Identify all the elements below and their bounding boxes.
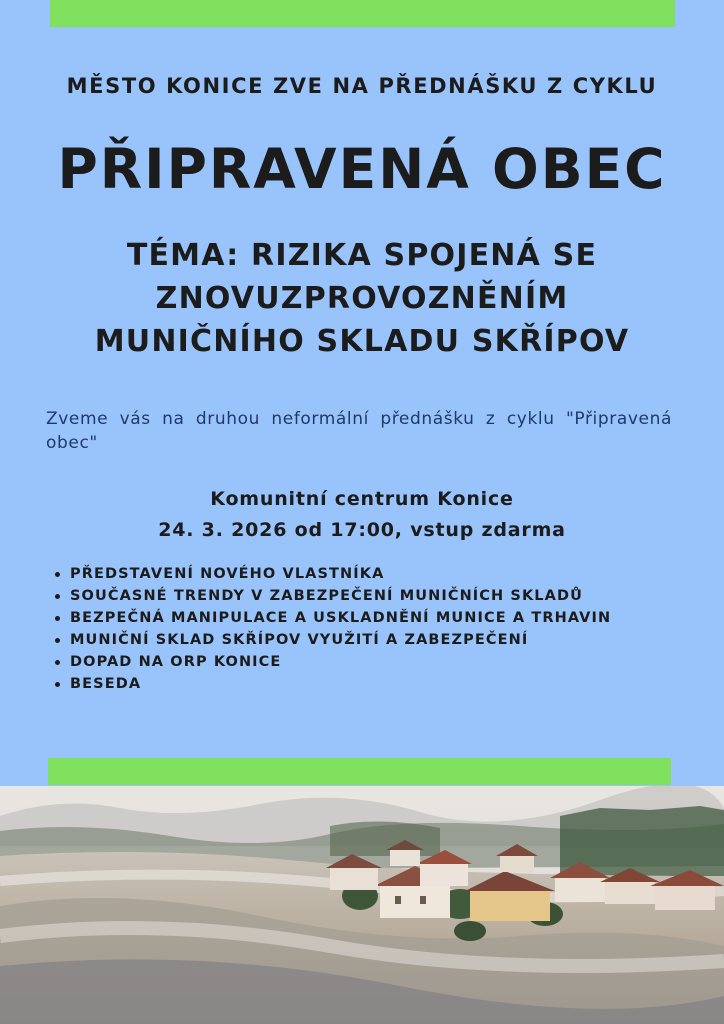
topic-line: TÉMA: RIZIKA SPOJENÁ SE — [126, 238, 598, 273]
invitation-text: Zveme vás na druhou neformální přednášku z cyklu "Připravená obec" — [46, 409, 672, 453]
agenda-item: MUNIČNÍ SKLAD SKŘÍPOV VYUŽITÍ A ZABEZPEČENÍ — [51, 629, 611, 651]
agenda-item: SOUČASNÉ TRENDY V ZABEZPEČENÍ MUNIČNÍCH SKLADŮ — [51, 585, 611, 607]
agenda-item: PŘEDSTAVENÍ NOVÉHO VLASTNÍKA — [51, 563, 611, 585]
intro-heading: MĚSTO KONICE ZVE NA PŘEDNÁŠKU Z CYKLU — [66, 74, 658, 98]
poster-title: PŘIPRAVENÁ OBEC — [57, 137, 667, 201]
topic-line: MUNIČNÍHO SKLADU SKŘÍPOV — [94, 324, 630, 359]
venue-name: Komunitní centrum Konice — [210, 488, 514, 510]
top-accent-bar — [50, 0, 675, 27]
agenda-list — [51, 563, 611, 695]
agenda-item: BEZPEČNÁ MANIPULACE A USKLADNĚNÍ MUNICE A TRHAVIN — [51, 607, 611, 629]
village-landscape-painting — [0, 786, 724, 1024]
bottom-accent-bar — [48, 758, 671, 785]
topic-heading — [30, 234, 694, 363]
agenda-item: BESEDA — [51, 673, 611, 695]
event-date-time: 24. 3. 2026 od 17:00, vstup zdarma — [158, 519, 566, 541]
agenda-item: DOPAD NA ORP KONICE — [51, 651, 611, 673]
topic-line: ZNOVUZPROVOZNĚNÍM — [155, 281, 569, 316]
